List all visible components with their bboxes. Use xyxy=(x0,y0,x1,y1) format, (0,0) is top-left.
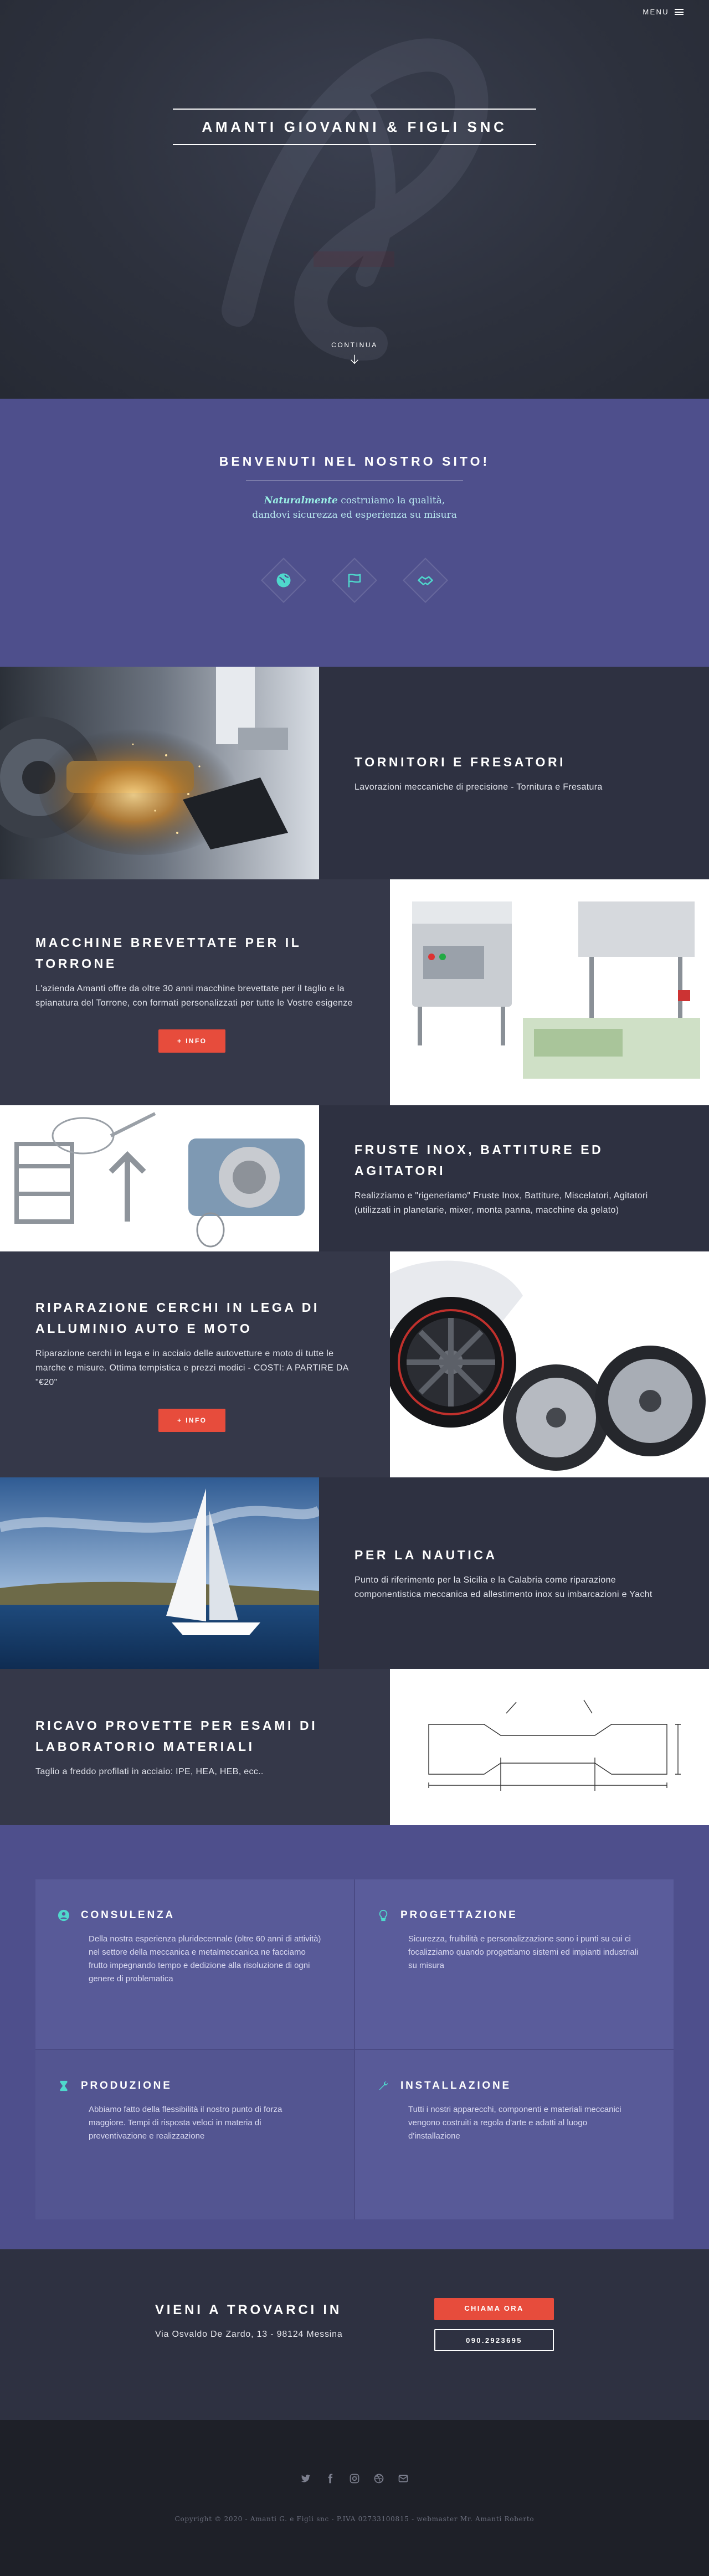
copyright-text: Copyright © 2020 - Amanti G. e Figli snc - P.IVA 02733100815 - webmaster Mr. Amanti Roberto xyxy=(174,2515,535,2523)
sailboat-illustration xyxy=(0,1477,319,1669)
spotlight-description: L'azienda Amanti offre da oltre 30 anni macchine brevettate per il taglio e la spianatura del Torrone, con formati personalizzati per tutte le Vostre esigenze xyxy=(35,984,353,1008)
feature-card-installazione xyxy=(355,2050,674,2219)
spotlight-torrone-text xyxy=(0,879,390,1105)
spotlight-description: Punto di riferimento per la Sicilia e la Calabria come riparazione componentistica meccanica ed allestimento inox su imbarcazioni e Yacht xyxy=(354,1575,653,1599)
hamburger-icon xyxy=(675,9,684,15)
dribbble-icon[interactable] xyxy=(373,2473,384,2484)
hero-banner xyxy=(0,0,709,399)
spotlight-whisks xyxy=(0,1105,709,1251)
instagram-icon[interactable] xyxy=(349,2473,360,2484)
welcome-icons xyxy=(0,559,709,601)
spotlight-title: MACCHINE BREVETTATE PER IL TORRONE xyxy=(35,935,301,971)
social-links xyxy=(0,2473,709,2484)
spotlight-lathe-text xyxy=(319,667,709,879)
hero-ghost-button xyxy=(314,251,394,267)
sailboat-photo xyxy=(0,1477,319,1669)
lightbulb-icon xyxy=(377,1909,389,1921)
info-button[interactable]: + INFO xyxy=(158,1409,225,1432)
welcome-heading: BENVENUTI NEL NOSTRO SITO! xyxy=(219,454,490,468)
top-bar xyxy=(0,0,709,24)
spotlight-nautica xyxy=(0,1477,709,1669)
menu-button[interactable] xyxy=(643,8,684,16)
torrone-machines-illustration xyxy=(390,879,709,1105)
specimen-drawing xyxy=(390,1669,709,1825)
contact-address: Via Osvaldo De Zardo, 13 - 98124 Messina xyxy=(155,2330,343,2339)
lathe-illustration xyxy=(0,667,319,879)
flag-icon xyxy=(346,572,363,589)
tagline-line2: dandovi sicurezza ed esperienza su misura xyxy=(252,509,457,521)
spotlight-torrone xyxy=(0,879,709,1105)
features-grid xyxy=(35,1879,674,2219)
globe-icon-diamond xyxy=(263,559,305,601)
globe-icon xyxy=(275,572,292,589)
spotlight-title: PER LA NAUTICA xyxy=(354,1548,497,1562)
hero-background-emblem xyxy=(188,22,499,365)
hero-title-frame xyxy=(173,109,536,145)
spotlight-title: FRUSTE INOX, BATTITURE ED AGITATORI xyxy=(354,1142,604,1178)
continue-link[interactable] xyxy=(0,341,709,365)
spotlight-description: Riparazione cerchi in lega e in acciaio delle autovetture e moto di tutte le marche e misure. Ottima tempistica e prezzi modici - COSTI: A PARTIRE DA "€20" xyxy=(35,1349,348,1387)
wrench-icon xyxy=(377,2080,389,2092)
handshake-icon xyxy=(417,572,434,589)
feature-title: PRODUZIONE xyxy=(81,2080,172,2091)
spotlight-wheels-text xyxy=(0,1251,390,1477)
spotlight-provette xyxy=(0,1669,709,1825)
feature-description: Sicurezza, fruibilità e personalizzazione sono i punti su cui ci focalizziamo quando progettiamo sistemi ed impianti industriali su misura xyxy=(408,1934,639,1970)
hero-title: AMANTI GIOVANNI & FIGLI SNC xyxy=(202,118,507,135)
spotlight-whisks-text xyxy=(319,1105,709,1251)
whisks-photo xyxy=(0,1105,319,1251)
hourglass-icon xyxy=(58,2080,70,2092)
menu-label: MENU xyxy=(643,8,669,16)
spotlight-provette-text xyxy=(0,1669,390,1825)
contact-section xyxy=(0,2249,709,2420)
feature-description: Tutti i nostri apparecchi, componenti e materiali meccanici vengono costruiti a regola d'arte e adatti al luogo d'installazione xyxy=(408,2105,621,2141)
welcome-divider xyxy=(246,480,463,481)
torrone-machines-photo xyxy=(390,879,709,1105)
footer xyxy=(0,2420,709,2576)
feature-description: Abbiamo fatto della flessibilità il nostro punto di forza maggiore. Tempi di risposta veloci in materia di preventivazione e realizzazione xyxy=(89,2105,282,2141)
spotlight-nautica-text xyxy=(319,1477,709,1669)
spotlight-title: TORNITORI E FRESATORI xyxy=(354,755,566,769)
tagline-emphasis: Naturalmente xyxy=(264,495,338,506)
flag-icon-diamond xyxy=(333,559,376,601)
spotlight-title: RIPARAZIONE CERCHI IN LEGA DI ALLUMINIO AUTO E MOTO xyxy=(35,1300,320,1336)
spotlight-wheels xyxy=(0,1251,709,1477)
welcome-section xyxy=(0,399,709,667)
contact-heading: VIENI A TROVARCI IN xyxy=(155,2302,342,2317)
alloy-wheels-photo xyxy=(390,1251,709,1477)
features-section xyxy=(0,1825,709,2249)
whisks-illustration xyxy=(0,1105,319,1251)
email-icon[interactable] xyxy=(398,2473,409,2484)
arrow-down-icon xyxy=(348,353,361,365)
feature-card-progettazione xyxy=(355,1879,674,2049)
welcome-tagline xyxy=(0,493,709,522)
feature-description: Della nostra esperienza pluridecennale (oltre 60 anni di attività) nel settore della meccanica e metalmeccanica ne facciamo frutto impegnando tempo e dedizione alla risoluzione di ogni genere di problematica xyxy=(89,1934,321,1983)
lathe-photo xyxy=(0,667,319,879)
spotlight-description: Taglio a freddo profilati in acciaio: IPE, HEA, HEB, ecc.. xyxy=(35,1767,264,1776)
spotlight-title: RICAVO PROVETTE PER ESAMI DI LABORATORIO MATERIALI xyxy=(35,1718,318,1754)
tagline-rest: costruiamo la qualità, xyxy=(337,495,445,506)
spotlight-description: Realizziamo e "rigeneriamo" Fruste Inox, Battiture, Miscelatori, Agitatori (utilizzati in planetarie, mixer, monta panna, macchine da gelato) xyxy=(354,1191,648,1215)
feature-card-produzione xyxy=(35,2050,354,2219)
info-button[interactable]: + INFO xyxy=(158,1029,225,1053)
feature-title: PROGETTAZIONE xyxy=(400,1909,518,1921)
phone-button[interactable]: 090.2923695 xyxy=(434,2329,554,2351)
feature-title: INSTALLAZIONE xyxy=(400,2080,511,2091)
call-now-button[interactable]: CHIAMA ORA xyxy=(434,2298,554,2320)
twitter-icon[interactable] xyxy=(300,2473,311,2484)
user-icon xyxy=(58,1909,70,1921)
spotlight-description: Lavorazioni meccaniche di precisione - Tornitura e Fresatura xyxy=(354,782,603,792)
feature-card-consulenza xyxy=(35,1879,354,2049)
alloy-wheels-illustration xyxy=(390,1251,709,1477)
continue-label: CONTINUA xyxy=(331,341,378,349)
facebook-icon[interactable] xyxy=(325,2473,336,2484)
feature-title: CONSULENZA xyxy=(81,1909,175,1921)
specimen-technical-drawing xyxy=(390,1669,709,1825)
spotlight-lathe xyxy=(0,667,709,879)
handshake-icon-diamond xyxy=(404,559,446,601)
